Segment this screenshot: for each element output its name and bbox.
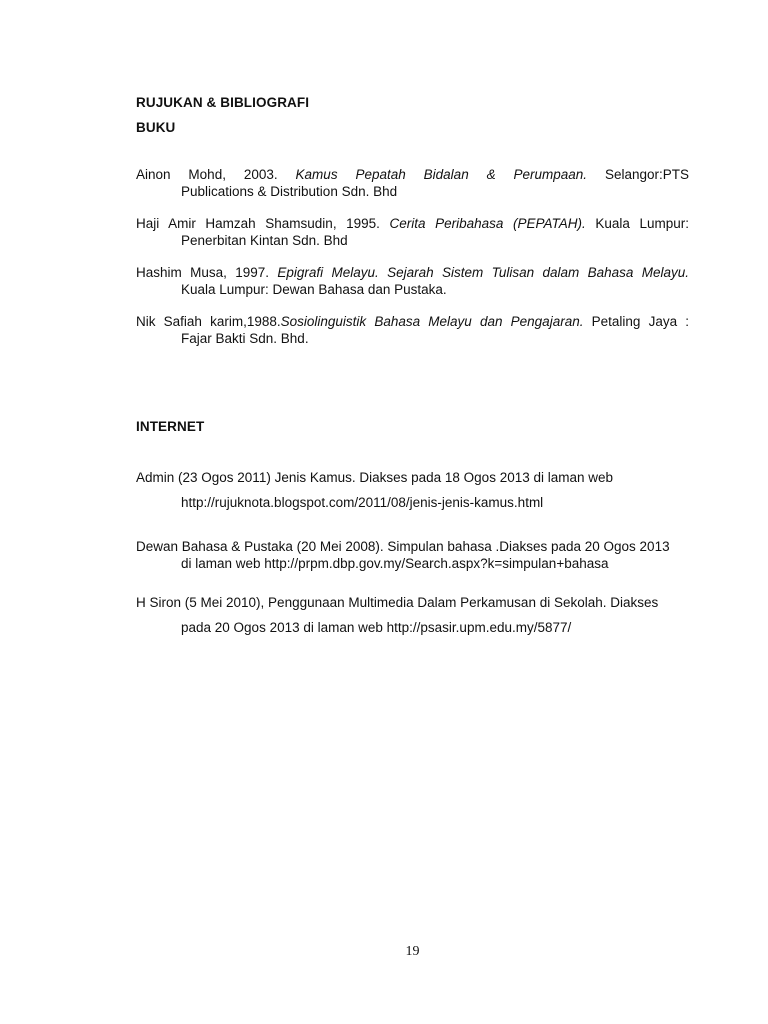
reference-continuation: Kuala Lumpur: Dewan Bahasa dan Pustaka.: [181, 282, 447, 297]
book-title: Sosiolinguistik Bahasa Melayu dan Pengajaran.: [280, 314, 584, 329]
internet-reference: [136, 538, 689, 572]
reference-continuation: Penerbitan Kintan Sdn. Bhd: [181, 233, 348, 248]
reference-line: Hashim Musa, 1997. Epigrafi Melayu. Sejarah Sistem Tulisan dalam Bahasa Melayu.: [136, 265, 689, 280]
book-reference: [136, 166, 689, 200]
reference-line: Ainon Mohd, 2003. Kamus Pepatah Bidalan & Perumpaan. Selangor:PTS: [136, 167, 690, 182]
reference-line: Nik Safiah karim,1988.Sosiolinguistik Bahasa Melayu dan Pengajaran. Petaling Jaya :: [136, 314, 690, 329]
book-reference: [136, 264, 689, 298]
reference-line: Dewan Bahasa & Pustaka (20 Mei 2008). Simpulan bahasa .Diakses pada 20 Ogos 2013: [136, 539, 670, 554]
reference-line: Haji Amir Hamzah Shamsudin, 1995. Cerita Peribahasa (PEPATAH). Kuala Lumpur:: [136, 216, 689, 231]
book-reference: [136, 215, 689, 249]
internet-reference: [136, 469, 689, 511]
reference-line: H Siron (5 Mei 2010), Penggunaan Multimedia Dalam Perkamusan di Sekolah. Diakses: [136, 595, 659, 610]
page-number: 19: [405, 944, 420, 959]
internet-heading: INTERNET: [136, 419, 205, 434]
book-title: Cerita Peribahasa (PEPATAH).: [389, 216, 586, 231]
bibliography-heading: RUJUKAN & BIBLIOGRAFI: [136, 95, 310, 110]
reference-continuation: Fajar Bakti Sdn. Bhd.: [181, 331, 309, 346]
reference-line: Admin (23 Ogos 2011) Jenis Kamus. Diakses pada 18 Ogos 2013 di laman web: [136, 470, 614, 485]
reference-url-line: http://rujuknota.blogspot.com/2011/08/jenis-jenis-kamus.html: [181, 495, 544, 510]
internet-reference: [136, 594, 689, 636]
book-title: Kamus Pepatah Bidalan & Perumpaan.: [295, 167, 588, 182]
reference-url-line: pada 20 Ogos 2013 di laman web http://psasir.upm.edu.my/5877/: [181, 620, 572, 635]
reference-continuation: Publications & Distribution Sdn. Bhd: [181, 184, 398, 199]
reference-url-line: di laman web http://prpm.dbp.gov.my/Search.aspx?k=simpulan+bahasa: [181, 556, 609, 571]
books-heading: BUKU: [136, 120, 176, 135]
book-reference: [136, 313, 689, 347]
book-title: Epigrafi Melayu. Sejarah Sistem Tulisan dalam Bahasa Melayu.: [277, 265, 689, 280]
